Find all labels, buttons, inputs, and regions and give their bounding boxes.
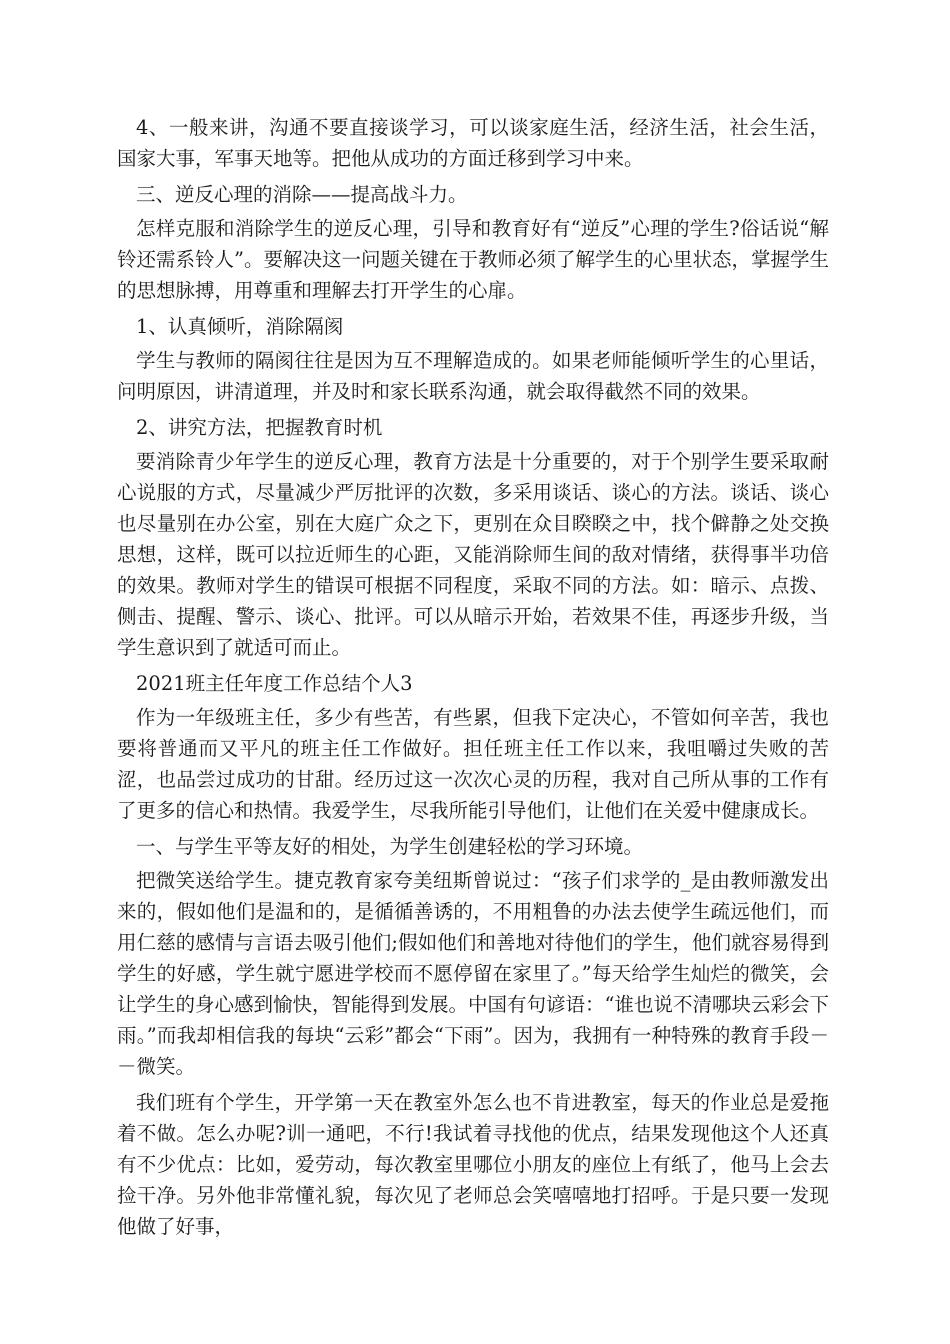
paragraph-listening: 学生与教师的隔阂往往是因为互不理解造成的。如果老师能倾听学生的心里话，问明原因，讲清道理，并及时和家长联系沟通，就会取得截然不同的效果。 <box>117 349 829 403</box>
document-section-title: 2021班主任年度工作总结个人3 <box>136 672 413 695</box>
paragraph-student-story: 我们班有个学生，开学第一天在教室外怎么也不肯进教室，每天的作业总是爱拖着不做。怎么办呢?训一通吧，不行!我试着寻找他的优点，结果发现他这个人还真有不少优点：比如，爱劳动，每次教室里哪位小朋友的座位上有纸了，他马上会去捡干净。另外他非常懂礼貌，每次见了老师总会笑嘻嘻地打招呼。于是只要一发现他做了好事， <box>117 1091 829 1238</box>
section-heading-3: 三、逆反心理的消除——提高战斗力。 <box>136 183 468 206</box>
section-heading-1: 一、与学生平等友好的相处，为学生创建轻松的学习环境。 <box>136 835 644 858</box>
paragraph-overcome-rebellion: 怎样克服和消除学生的逆反心理，引导和教育好有“逆反”心理的学生?俗话说“解铃还需系铃人”。要解决这一问题关键在于教师必须了解学生的心里状态，掌握学生的思想脉搏，用尊重和理解去打开学生的心扉。 <box>117 217 829 302</box>
subheading-1: 1、认真倾听，消除隔阂 <box>136 315 344 338</box>
subheading-2: 2、讲究方法，把握教育时机 <box>136 416 383 439</box>
paragraph-point-4: 4、一般来讲，沟通不要直接谈学习，可以谈家庭生活，经济生活，社会生活，国家大事，军事天地等。把他从成功的方面迁移到学习中来。 <box>117 116 829 170</box>
document-page <box>117 112 829 1247</box>
paragraph-first-grade-teacher: 作为一年级班主任，多少有些苦，有些累，但我下定决心，不管如何辛苦，我也要将普通而又平凡的班主任工作做好。担任班主任工作以来，我咀嚼过失败的苦涩，也品尝过成功的甘甜。经历过这一次次心灵的历程，我对自己所从事的工作有了更多的信心和热情。我爱学生，尽我所能引导他们，让他们在关爱中健康成长。 <box>117 706 829 822</box>
paragraph-smile: 把微笑送给学生。捷克教育家夸美纽斯曾说过：“孩子们求学的_是由教师激发出来的，假如他们是温和的，是循循善诱的，不用粗鲁的办法去使学生疏远他们，而用仁慈的感情与言语去吸引他们;假如他们和善地对待他们的学生，他们就容易得到学生的好感，学生就宁愿进学校而不愿停留在家里了。”每天给学生灿烂的微笑，会让学生的身心感到愉快，智能得到发展。中国有句谚语：“谁也说不清哪块云彩会下雨。”而我却相信我的每块“云彩”都会“下雨”。因为，我拥有一种特殊的教育手段－－微笑。 <box>117 869 829 1078</box>
paragraph-methods: 要消除青少年学生的逆反心理，教育方法是十分重要的，对于个别学生要采取耐心说服的方式，尽量减少严厉批评的次数，多采用谈话、谈心的方法。谈话、谈心也尽量别在办公室，别在大庭广众之下，更别在众目睽睽之中，找个僻静之处交换思想，这样，既可以拉近师生的心距，又能消除师生间的敌对情绪，获得事半功倍的效果。教师对学生的错误可根据不同程度，采取不同的方法。如：暗示、点拨、侧击、提醒、警示、谈心、批评。可以从暗示开始，若效果不佳，再逐步升级，当学生意识到了就适可而止。 <box>117 450 829 659</box>
